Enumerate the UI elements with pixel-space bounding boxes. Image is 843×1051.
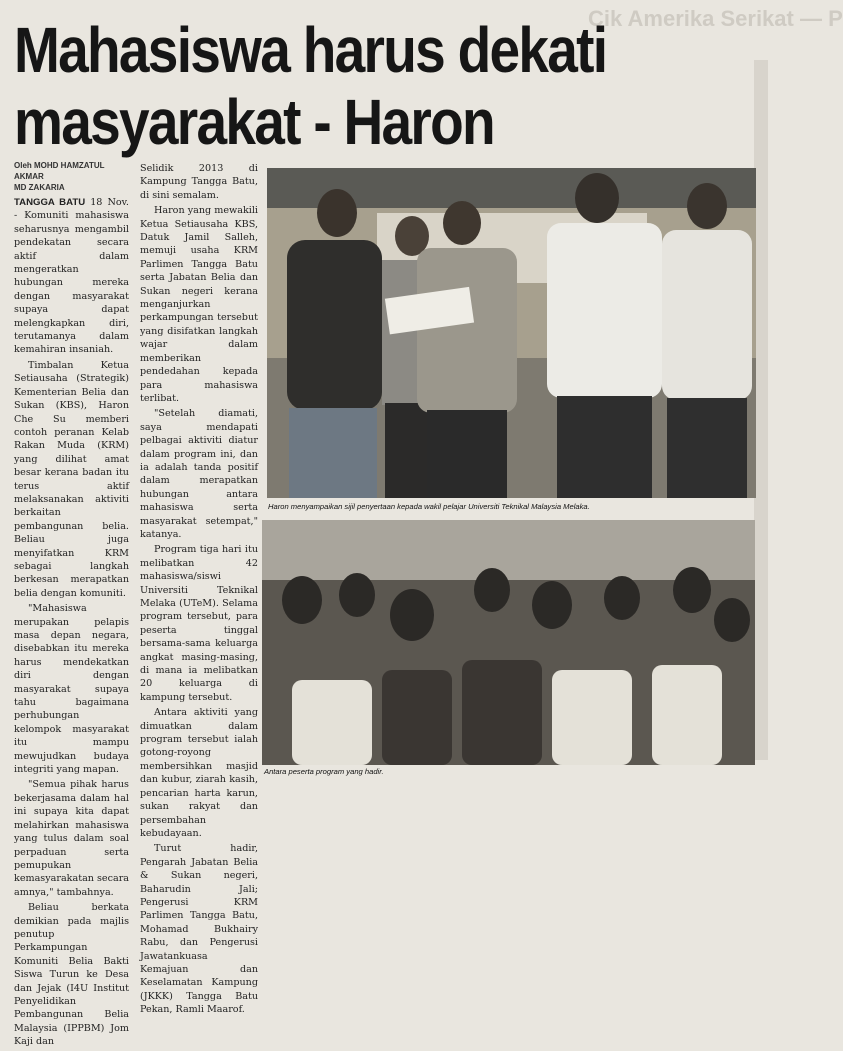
- paragraph: "Setelah diamati, saya mendapati pelbagai aktiviti diatur dalam program ini, dan ia adalah tanda positif dalam merapatkan hubungan antara mahasiswa serta masyarakat setempat," katanya.: [140, 408, 258, 540]
- dateline-paragraph: [14, 196, 129, 357]
- headline-line-1: Mahasiswa harus dekati: [14, 14, 607, 86]
- headline-line-2: masyarakat - Haron: [14, 86, 494, 158]
- photo-participants: [262, 520, 755, 765]
- byline-line-2: MD ZAKARIA: [14, 183, 65, 192]
- paragraph: Turut hadir, Pengarah Jabatan Belia & Sukan negeri, Baharudin Jali; Pengerusi KRM Parlimen Tangga Batu, Mohamad Bukhairy Rabu, dan Pengerusi Jawatankuasa Kemajuan dan Keselamatan Kampung (JKKK) Tangga Batu Pekan, Ramli Maarof.: [140, 843, 258, 1016]
- article-column-2: [140, 162, 258, 1019]
- paragraph: Beliau berkata demikian pada majlis penutup Perkampungan Komuniti Belia Bakti Siswa Turun ke Desa dan Jejak (I4U Institut Penyelidikan Pembangunan Belia Malaysia (IPPBM) Jom Kaji dan: [14, 902, 129, 1048]
- dateline-place: TANGGA BATU: [14, 197, 86, 208]
- photo-1-caption: Haron menyampaikan sijil penyertaan kepada wakil pelajar Universiti Teknikal Malaysia Melaka.: [268, 502, 590, 511]
- paragraph: Program tiga hari itu melibatkan 42 mahasiswa/siswi Universiti Teknikal Melaka (UTeM). Selama program tersebut, para peserta tinggal bersama-sama keluarga angkat masing-masing, di mana ia melibatkan 20 keluarga di kampung tersebut.: [140, 544, 258, 703]
- paragraph: - Komuniti mahasiswa seharusnya mengambil pendekatan secara aktif dalam mengeratkan hubungan mereka dengan masyarakat supaya dapat melengkapkan diri, terutamanya dalam kemahiran insaniah.: [14, 210, 129, 356]
- headline: [14, 14, 650, 158]
- photo-2-caption: Antara peserta program yang hadir.: [264, 767, 384, 776]
- byline: [14, 160, 134, 193]
- paragraph: Haron yang mewakili Ketua Setiausaha KBS, Datuk Jamil Salleh, memuji usaha KRM Parlimen Tangga Batu serta Jabatan Belia dan Sukan negeri kerana menganjurkan perkampungan tersebut yang disifatkan langkah wajar dalam memberikan pendedahan kepada para mahasiswa terlibat.: [140, 205, 258, 404]
- photo-certificate-presentation: [267, 168, 756, 498]
- article-column-1: [14, 196, 129, 1051]
- adjacent-article-ghost-text: Cik Amerika Serikat — P: [588, 6, 843, 31]
- paragraph: "Semua pihak harus bekerjasama dalam hal ini supaya kita dapat melahirkan mahasiswa yang tulus dalam soal perpaduan serta pemupukan kemasyarakatan secara amnya," tambahnya.: [14, 779, 130, 898]
- photo-illustration: [262, 520, 755, 765]
- photo-illustration: [267, 168, 756, 498]
- paragraph: Antara aktiviti yang dimuatkan dalam program tersebut ialah gotong-royong membersihkan masjid dan kubur, ziarah kasih, pencarian harta karun, sukan rakyat dan persembahan kebudayaan.: [140, 707, 258, 839]
- paragraph: "Mahasiswa merupakan pelapis masa depan negara, disebabkan itu mereka harus mendekatkan diri dengan masyarakat supaya tahu bagaimana perhubungan kelompok masyarakat itu mampu mewujudkan budaya integriti yang mapan.: [14, 603, 129, 776]
- byline-line-1: Oleh MOHD HAMZATUL AKMAR: [14, 161, 105, 181]
- paragraph: Timbalan Ketua Setiausaha (Strategik) Kementerian Belia dan Sukan (KBS), Haron Che Su memberi contoh peranan Kelab Rakan Muda (KRM) yang dilihat amat besar kerana badan itu terus aktif melaksanakan aktiviti berkaitan pembangunan belia. Beliau juga menyifatkan KRM sebagai langkah berkesan merapatkan belia dengan komuniti.: [14, 359, 129, 599]
- paragraph: Selidik 2013 di Kampung Tangga Batu, di sini semalam.: [140, 163, 258, 201]
- adjacent-page-edge: [754, 60, 768, 760]
- dateline-date: 18 Nov.: [90, 197, 129, 208]
